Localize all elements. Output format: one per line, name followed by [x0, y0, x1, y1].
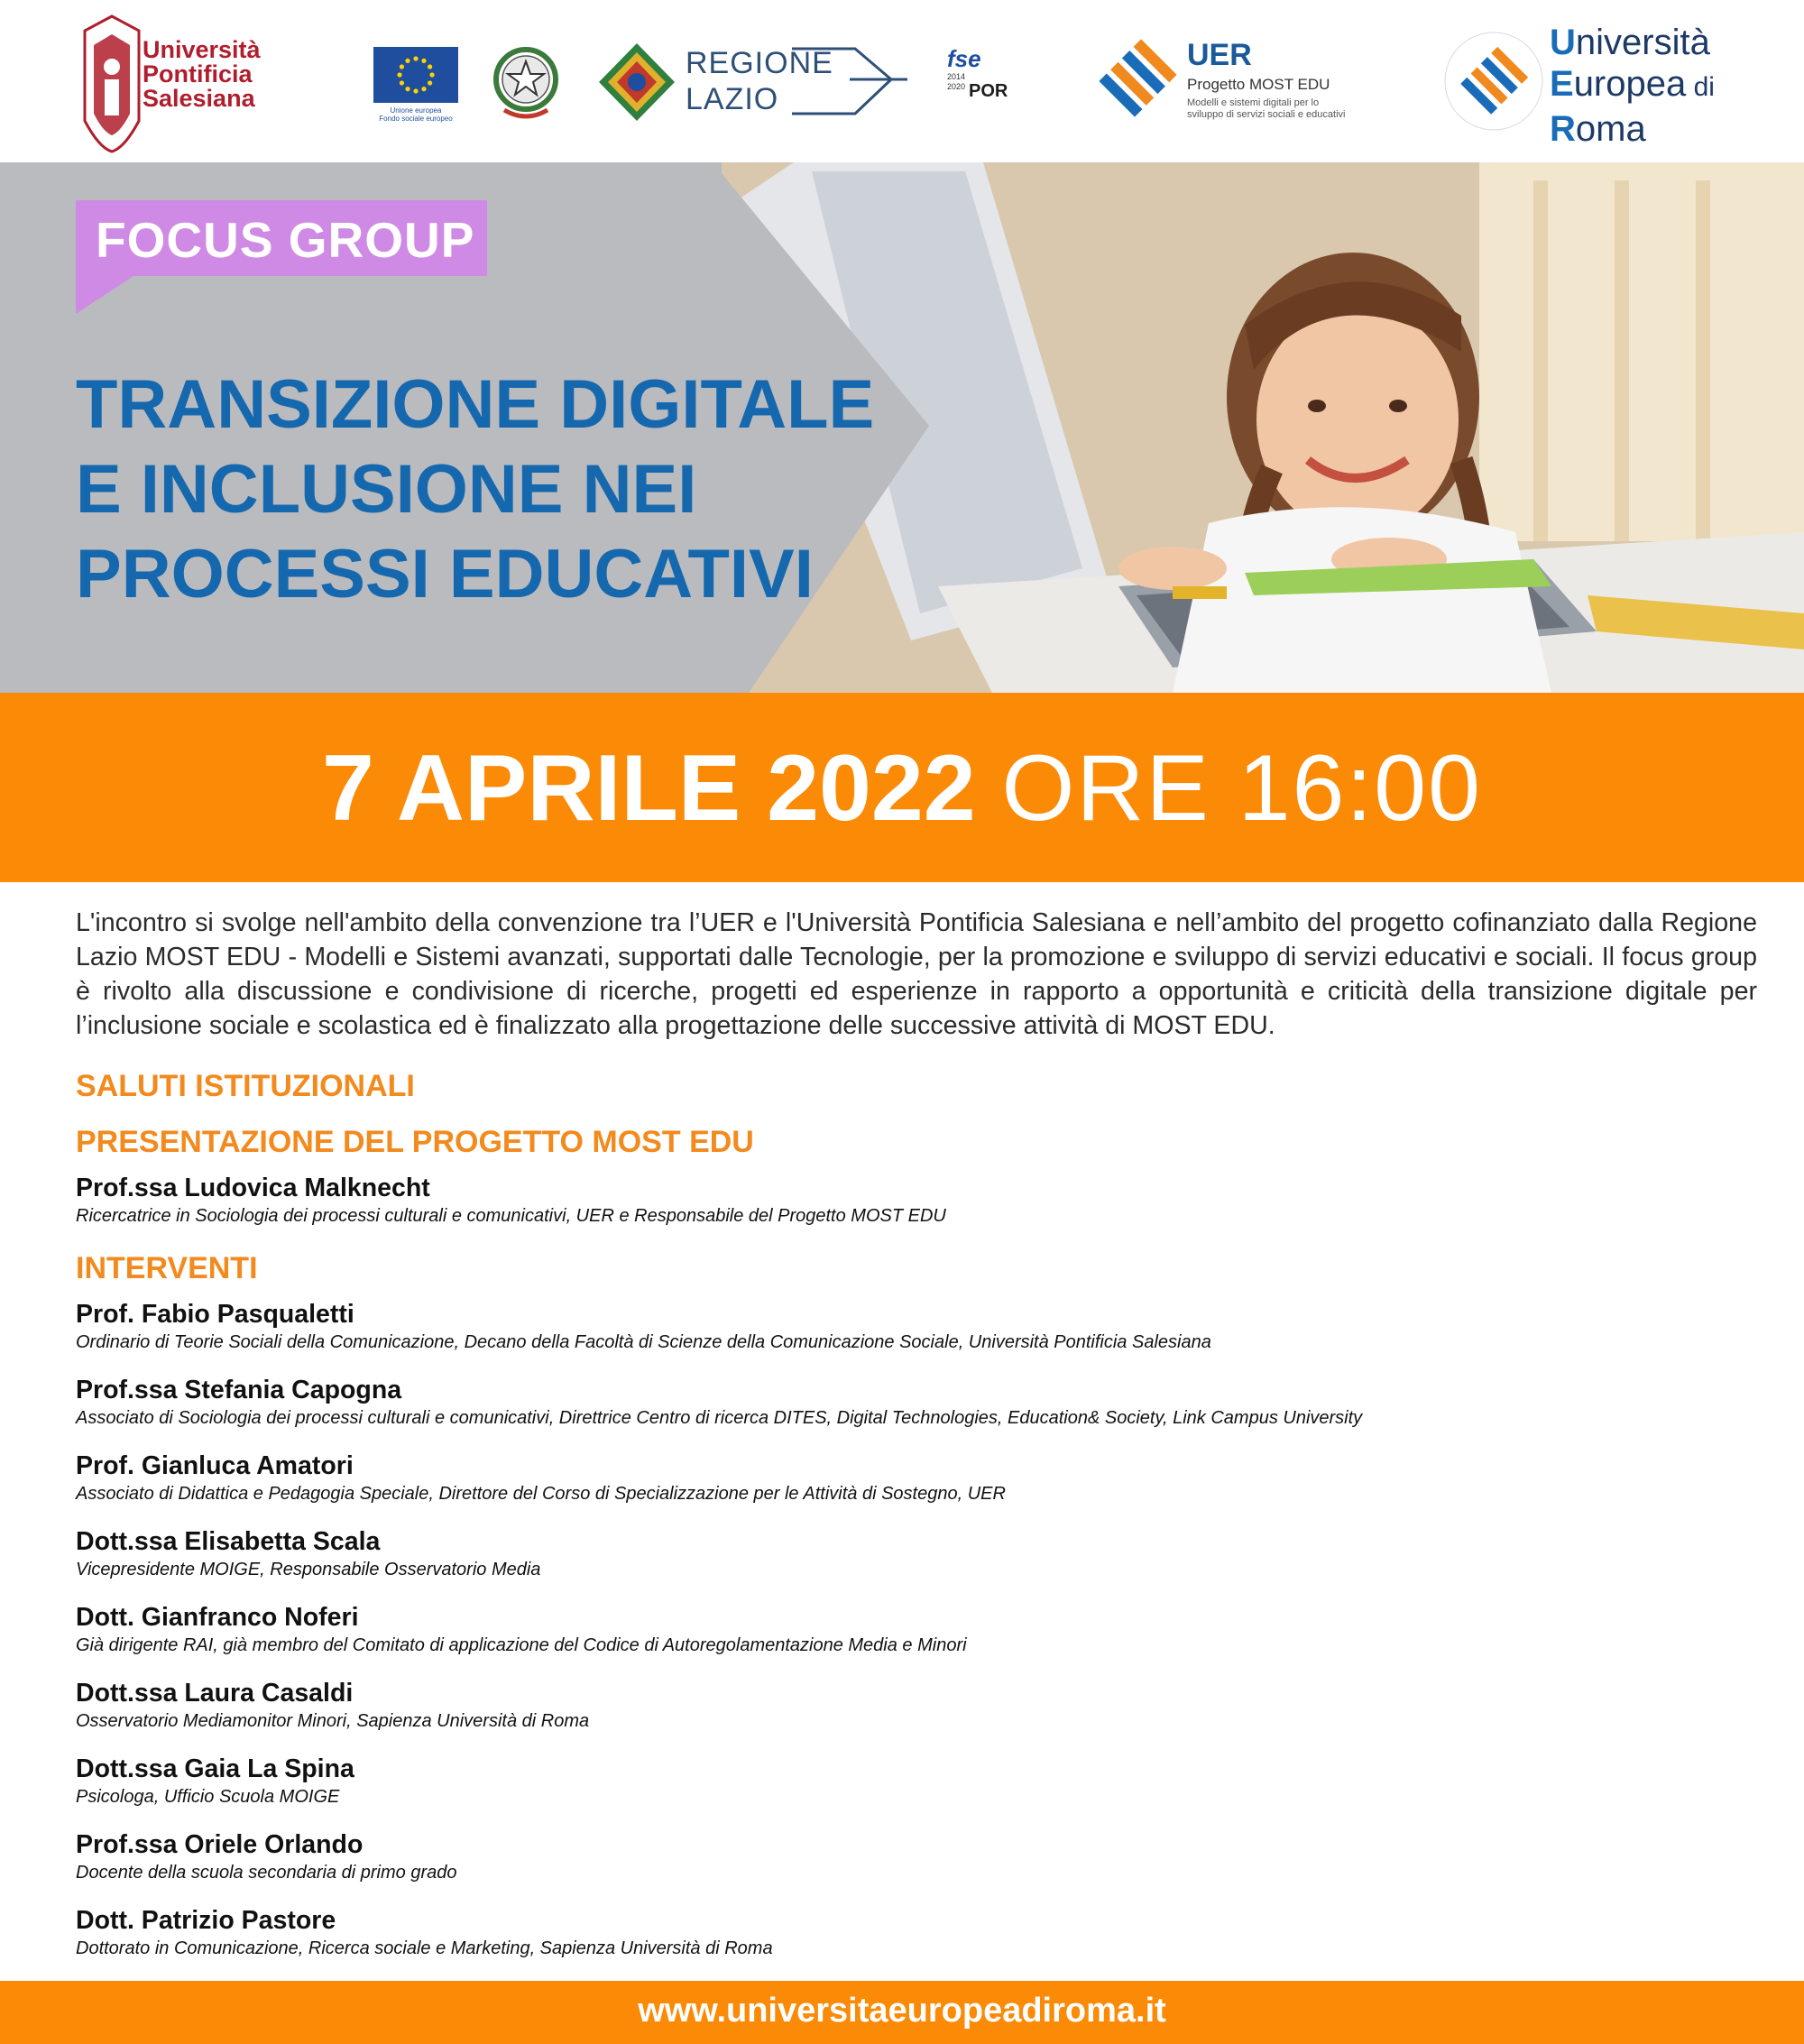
speaker-name: Dott. Patrizio Pastore	[76, 1906, 336, 1935]
uer-roma-e: E	[1550, 64, 1574, 104]
lazio-line2: LAZIO	[686, 82, 779, 116]
logo-bar	[0, 0, 1804, 162]
speaker-role: Psicologa, Ufficio Scuola MOIGE	[76, 1787, 340, 1807]
speaker-role: Associato di Sociologia dei processi culturali e comunicativi, Direttrice Centro di ricerca DITES, Digital Technologies, Education& Society, Link Campus University	[76, 1408, 1363, 1428]
ups-line2: Pontificia	[143, 60, 253, 87]
uer-desc-line2: sviluppo di servizi sociali e educativi	[1187, 109, 1346, 120]
lazio-crest-icon	[595, 41, 678, 123]
fse-por-logo[interactable]	[947, 45, 1008, 126]
speaker-entry	[76, 1450, 1753, 1506]
speaker-name: Dott.ssa Elisabetta Scala	[76, 1527, 381, 1556]
event-datetime	[0, 734, 1804, 842]
uer-roma-wordmark	[1550, 22, 1715, 150]
speaker-entry	[76, 1602, 1753, 1658]
uer-roma-line2b: di	[1686, 72, 1715, 102]
uer-roma-line1: niversità	[1575, 23, 1710, 62]
intro-paragraph: L'incontro si svolge nell'ambito della convenzione tra l’UER e l'Università Pontificia Salesiana e nell’ambito del progetto cofinanziato dalla Regione Lazio MOST EDU - Modelli e Sistemi avanzati, supportati dalle Tecnologie, per la promozione e sviluppo di servizi educativi e sociali. Il focus group è rivolto alla discussione e condivisione di ricerche, progetti ed esperienze in rapporto a opportunità e criticità della transizione digitale per l’inclusione sociale e scolastica ed è finalizzato alla progettazione delle successive attività di MOST EDU.	[76, 908, 1757, 1040]
fse-mark: fse	[947, 45, 981, 72]
speaker-role: Vicepresidente MOIGE, Responsabile Osservatorio Media	[76, 1560, 541, 1579]
speaker-role: Già dirigente RAI, già membro del Comitato di applicazione del Codice di Autoregolamentazione Media e Minori	[76, 1635, 967, 1655]
speaker-name: Prof. Gianluca Amatori	[76, 1451, 354, 1480]
presenter-name: Prof.ssa Ludovica Malknecht	[76, 1174, 430, 1202]
speaker-role: Ordinario di Teorie Sociali della Comunicazione, Decano della Facoltà di Scienze della Comunicazione Sociale, Università Pontificia Salesiana	[76, 1332, 1211, 1352]
italian-republic-emblem[interactable]	[492, 43, 560, 121]
speaker-role: Docente della scuola secondaria di primo grado	[76, 1863, 457, 1883]
speaker-name: Prof.ssa Stefania Capogna	[76, 1376, 402, 1404]
speaker-name: Dott.ssa Gaia La Spina	[76, 1754, 354, 1783]
hero-banner	[0, 162, 1804, 693]
regione-lazio-logo[interactable]	[595, 41, 911, 123]
focus-group-tag	[76, 200, 487, 276]
uer-roma-line3: oma	[1575, 109, 1646, 149]
speaker-name: Prof. Fabio Pasqualetti	[76, 1300, 354, 1329]
speaker-entry	[76, 1678, 1753, 1734]
ups-line1: Università	[143, 36, 261, 63]
fse-years: 2014 2020	[947, 72, 966, 91]
speaker-name: Dott. Gianfranco Noferi	[76, 1603, 359, 1632]
uer-title: UER	[1187, 38, 1252, 72]
ups-seal-icon	[79, 13, 144, 153]
focus-tag-pointer	[76, 276, 133, 314]
event-date: 7 APRILE 2022	[322, 736, 976, 841]
speaker-entry	[76, 1905, 1753, 1961]
ups-line3: Salesiana	[143, 85, 255, 112]
speaker-entry	[76, 1754, 1753, 1809]
eu-flag-icon	[373, 47, 458, 103]
focus-group-label: FOCUS GROUP	[96, 212, 475, 268]
event-title-line: E INCLUSIONE NEI	[76, 451, 697, 528]
lazio-line1: REGIONE	[686, 46, 833, 80]
presenter-role: Ricercatrice in Sociologia dei processi culturali e comunicativi, UER e Responsabile del Progetto MOST EDU	[76, 1206, 946, 1226]
eu-caption-line2: Fondo sociale europeo	[379, 115, 453, 123]
uer-desc-line1: Modelli e sistemi digitali per lo	[1187, 97, 1320, 108]
uer-most-edu-logo[interactable]	[1090, 31, 1360, 139]
uer-roma-line2a: uropea	[1573, 64, 1687, 104]
presenter-entry	[76, 1173, 1753, 1229]
uer-roma-u: U	[1550, 23, 1576, 62]
ups-wordmark	[143, 38, 261, 111]
uer-roma-r: R	[1550, 109, 1576, 149]
uer-weave-icon	[1090, 31, 1180, 132]
speaker-role: Osservatorio Mediamonitor Minori, Sapienza Università di Roma	[76, 1711, 590, 1731]
event-title-line: TRANSIZIONE DIGITALE	[76, 366, 875, 443]
event-title-line: PROCESSI EDUCATIVI	[76, 536, 814, 612]
uer-description	[1187, 97, 1367, 121]
speaker-entry	[76, 1299, 1753, 1355]
universita-europea-di-roma-logo[interactable]	[1441, 13, 1766, 157]
speaker-role: Associato di Didattica e Pedagogia Speciale, Direttore del Corso di Specializzazione per le Attività di Sostegno, UER	[76, 1484, 1006, 1504]
speaker-name: Prof.ssa Oriele Orlando	[76, 1830, 364, 1859]
eu-caption	[373, 106, 458, 123]
speaker-name: Dott.ssa Laura Casaldi	[76, 1679, 354, 1708]
ups-logo[interactable]	[79, 13, 260, 157]
star-emblem-icon	[492, 43, 560, 121]
event-time: ORE 16:00	[1001, 736, 1482, 841]
speaker-role: Dottorato in Comunicazione, Ricerca sociale e Marketing, Sapienza Università di Roma	[76, 1938, 773, 1958]
uer-subtitle: Progetto MOST EDU	[1187, 76, 1330, 93]
eu-caption-line1: Unione europea	[390, 106, 442, 115]
website-link[interactable]: www.universitaeuropeadiroma.it	[638, 1992, 1166, 2030]
footer-bar	[0, 1981, 1804, 2044]
section-presentazione: PRESENTAZIONE DEL PROGETTO MOST EDU	[76, 1125, 754, 1159]
section-saluti: SALUTI ISTITUZIONALI	[76, 1069, 415, 1103]
fse-por: POR	[969, 81, 1008, 101]
speaker-entry	[76, 1526, 1753, 1582]
speaker-entry	[76, 1375, 1753, 1431]
eu-logo[interactable]	[373, 47, 458, 128]
lazio-arrow-lines-icon	[792, 41, 909, 123]
speaker-entry	[76, 1829, 1753, 1885]
section-interventi: INTERVENTI	[76, 1251, 258, 1285]
uer-roma-seal-icon	[1441, 13, 1548, 148]
event-title	[76, 363, 906, 617]
date-band	[0, 693, 1804, 882]
